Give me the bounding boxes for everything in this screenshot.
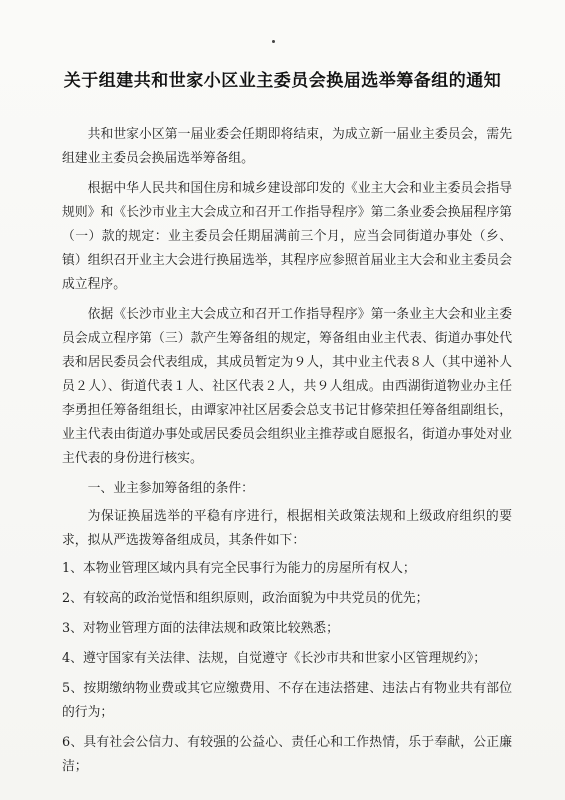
requirement-item: 5、按期缴纳物业费或其它应缴费用、不存在违法搭建、违法占有物业共有部位的行为； bbox=[62, 681, 512, 720]
requirement-item: 6、具有社会公信力、有较强的公益心、责任心和工作热情，乐于奉献，公正廉洁； bbox=[62, 735, 512, 774]
document-body bbox=[62, 123, 512, 785]
paragraph-intro: 共和世家小区第一届业委会任期即将结束，为成立新一届业主委员会，需先组建业主委员会换届选举筹备组。 bbox=[62, 127, 512, 166]
requirement-item: 4、遵守国家有关法律、法规，自觉遵守《长沙市共和世家小区管理规约》； bbox=[62, 651, 487, 666]
requirement-item: 1、本物业管理区域内具有完全民事行为能力的房屋所有权人； bbox=[62, 561, 416, 576]
document-title: 关于组建共和世家小区业主委员会换届选举筹备组的通知 bbox=[63, 71, 502, 91]
requirement-item: 2、有较高的政治觉悟和组织原则，政治面貌为中共党员的优先； bbox=[62, 591, 429, 606]
paragraph-legal-basis: 根据中华人民共和国住房和城乡建设部印发的《业主大会和业主委员会指导规则》和《长沙市业主大会成立和召开工作指导程序》第二条业委会换届程序第（一）款的规定：业主委员会任期届满前三个月，应当会同街道办事处（乡、镇）组织召开业主大会进行换届选举，其程序应参照首届业主大会和业主委员会成立程序。 bbox=[62, 181, 512, 292]
paragraph-composition: 依据《长沙市业主大会成立和召开工作指导程序》第一条业主大会和业主委员会成立程序第（三）款产生筹备组的规定，筹备组由业主代表、街道办事处代表和居民委员会代表组成，其成员暂定为９人，其中业主代表８人（其中递补人员２人）、街道代表１人、社区代表２人，共９人组成。由西湖街道物业办主任李勇担任筹备组组长，由谭家冲社区居委会总支书记甘修荣担任筹备组副组长，业主代表由街道办事处或居民委员会组织业主推荐或自愿报名，街道办事处对业主代表的身份进行核实。 bbox=[62, 307, 512, 466]
requirements-intro: 为保证换届选举的平稳有序进行，根据相关政策法规和上级政府组织的要求，拟从严选拨筹备组成员，其条件如下： bbox=[62, 509, 512, 548]
section-heading: 一、业主参加筹备组的条件： bbox=[87, 481, 254, 496]
requirement-item: 3、对物业管理方面的法律法规和政策比较熟悉； bbox=[62, 621, 339, 636]
scan-dot-mark bbox=[272, 40, 275, 43]
